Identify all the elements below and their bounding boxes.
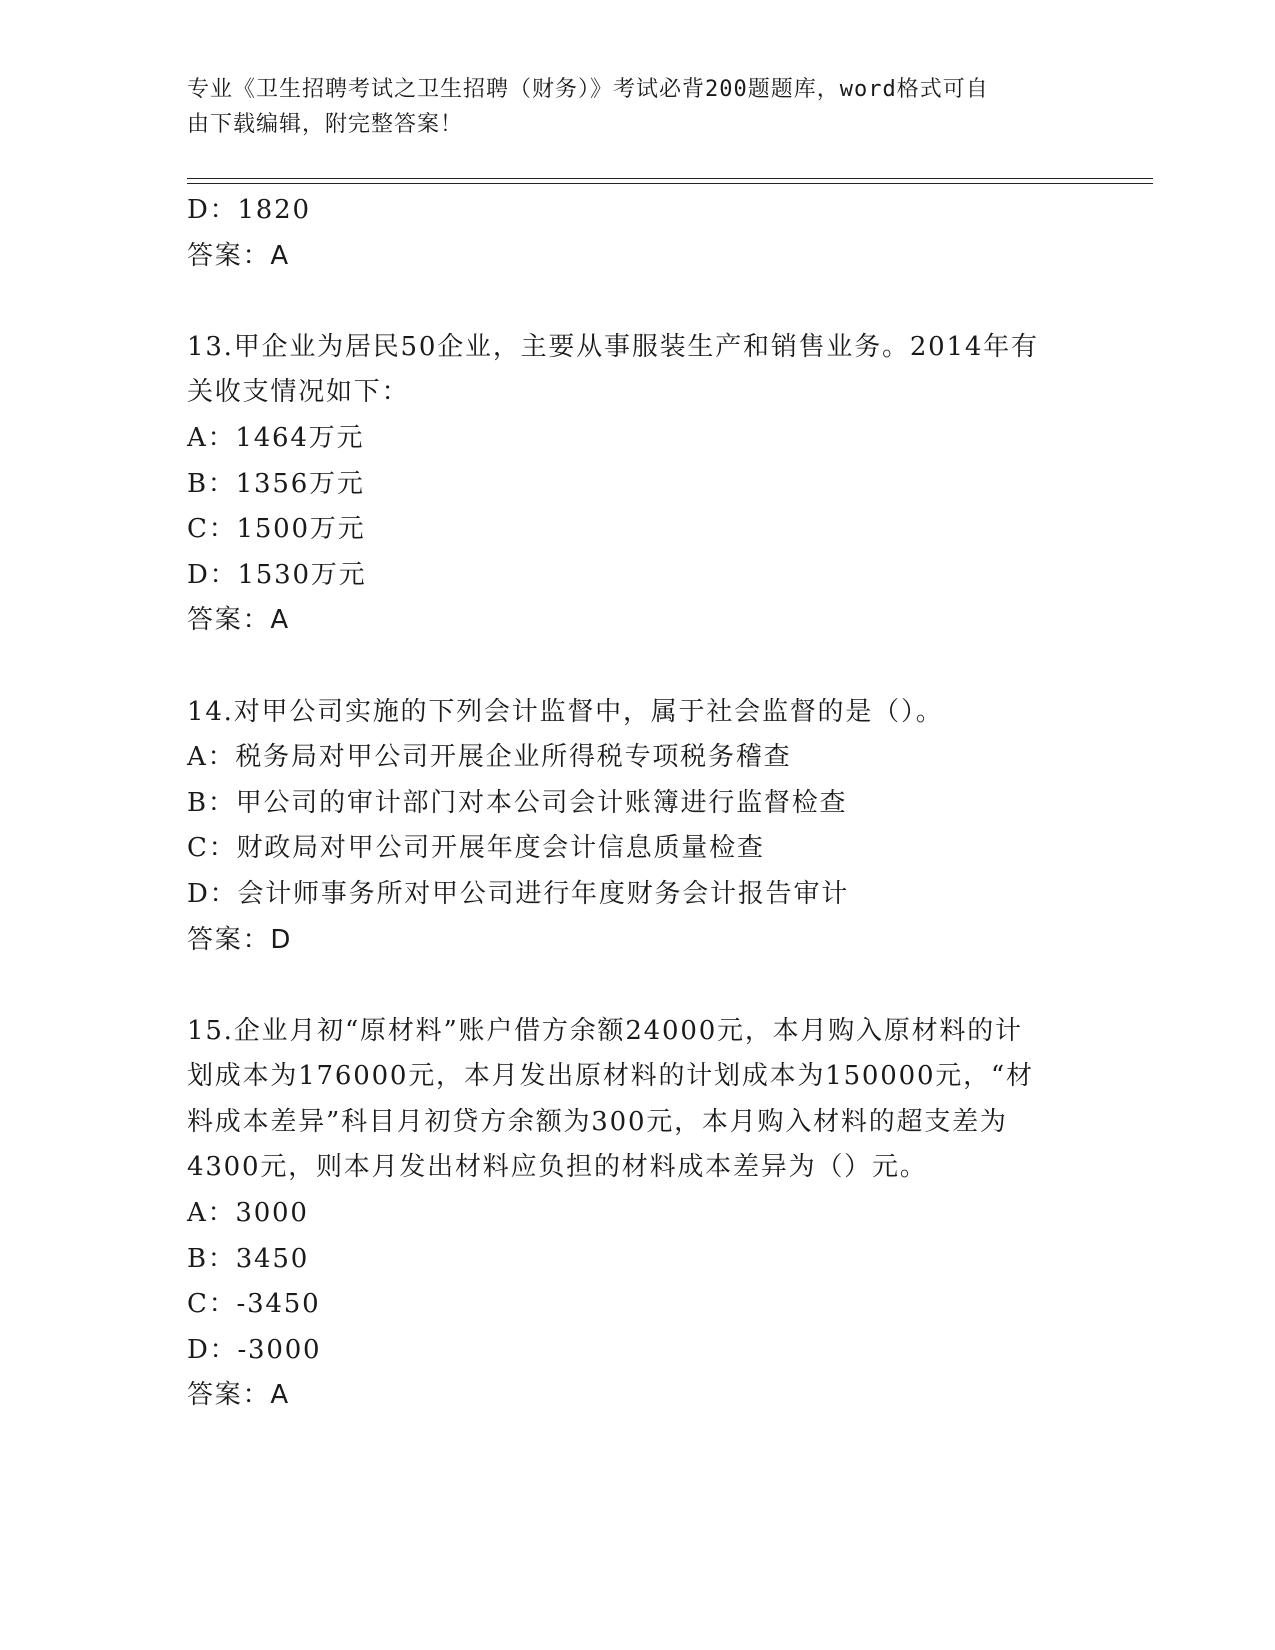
spacer [187, 644, 1087, 690]
question-stem-line: 13.甲企业为居民50企业，主要从事服装生产和销售业务。2014年有 [187, 331, 1039, 362]
spacer [187, 279, 1087, 325]
option-b: B：1356万元 [187, 468, 365, 499]
option-d: D：会计师事务所对甲公司进行年度财务会计报告审计 [187, 878, 850, 909]
question-14 [187, 690, 1087, 964]
option-c: C：1500万元 [187, 514, 366, 545]
header-line-1: 专业《卫生招聘考试之卫生招聘（财务）》考试必背200题题库，word格式可自 [187, 77, 989, 102]
question-13 [187, 325, 1087, 644]
option-b: B：甲公司的审计部门对本公司会计账簿进行监督检查 [187, 787, 848, 818]
header-rule-bottom [187, 183, 1153, 184]
option-a: A：税务局对甲公司开展企业所得税专项税务稽查 [187, 742, 792, 773]
header-line-2: 由下载编辑，附完整答案！ [187, 112, 464, 137]
answer: 答案：D [187, 924, 293, 955]
option-a: A：1464万元 [187, 422, 365, 453]
answer: 答案：A [187, 1380, 290, 1411]
spacer [187, 963, 1087, 1009]
option-b: B：3450 [187, 1243, 310, 1274]
answer: 答案：A [187, 605, 290, 636]
question-15 [187, 1009, 1087, 1419]
document-header [187, 72, 1067, 142]
question-stem-line: 15.企业月初“原材料”账户借方余额24000元，本月购入原材料的计 [187, 1015, 1023, 1046]
header-rule-top [187, 178, 1153, 179]
option-c: C：财政局对甲公司开展年度会计信息质量检查 [187, 833, 765, 864]
question-stem-line: 4300元，则本月发出材料应负担的材料成本差异为（）元。 [187, 1152, 928, 1183]
answer: 答案：A [187, 240, 290, 271]
option-d: D：1820 [187, 195, 311, 225]
question-stem-line: 14.对甲公司实施的下列会计监督中，属于社会监督的是（）。 [187, 696, 944, 727]
option-d: D：1530万元 [187, 559, 367, 590]
question-stem-line: 关收支情况如下： [187, 377, 410, 408]
question-stem-line: 料成本差异”科目月初贷方余额为300元，本月购入材料的超支差为 [187, 1106, 1008, 1137]
question-stem-line: 划成本为176000元，本月发出原材料的计划成本为150000元，“材 [187, 1061, 1034, 1092]
option-d: D：-3000 [187, 1334, 322, 1365]
document-body [187, 188, 1087, 1419]
option-c: C：-3450 [187, 1289, 321, 1320]
option-a: A：3000 [187, 1198, 309, 1229]
